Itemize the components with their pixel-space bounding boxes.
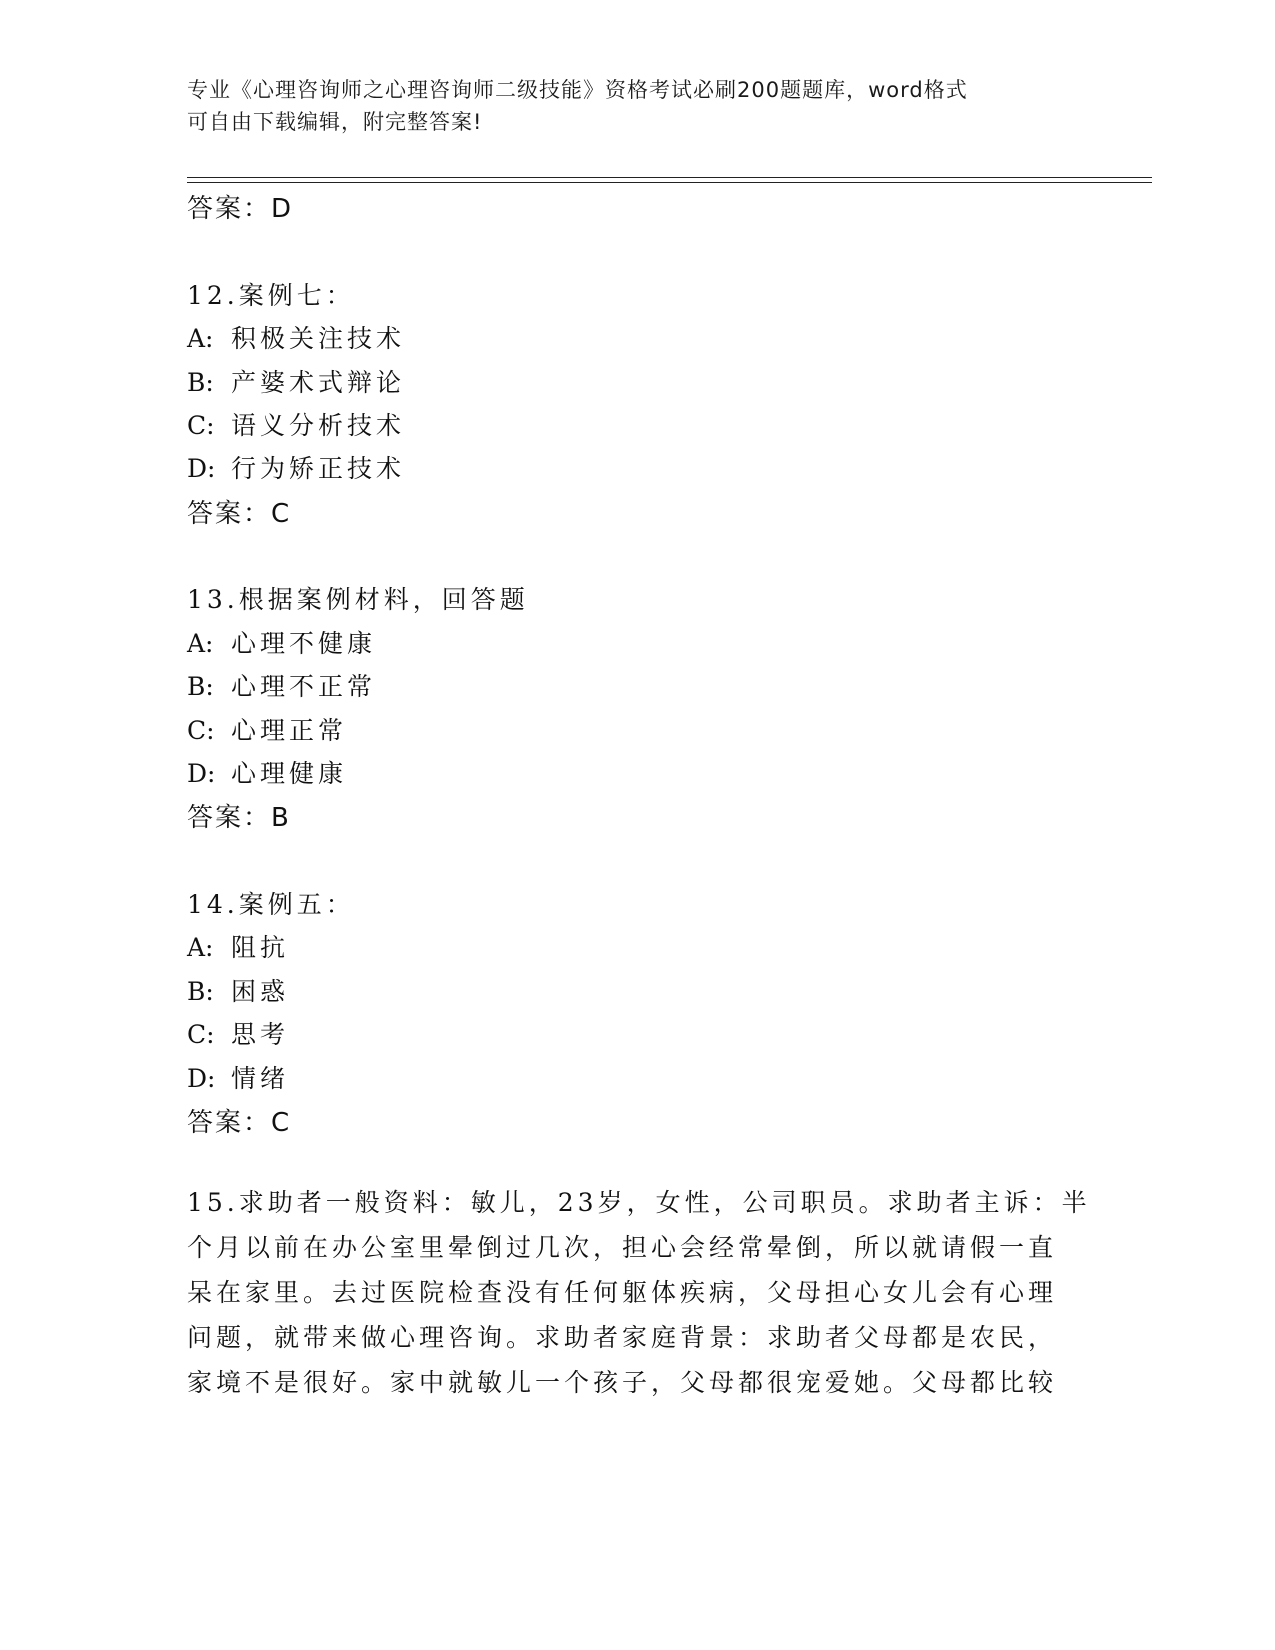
option-text: 语义分析技术 xyxy=(231,411,406,440)
question-12-option-d xyxy=(187,449,405,485)
question-13-stem: 13.根据案例材料，回答题 xyxy=(187,585,529,614)
option-text: 心理健康 xyxy=(231,759,348,788)
option-letter: D: xyxy=(187,759,216,788)
question-14-option-b xyxy=(187,972,289,1008)
question-14-answer: 答案：C xyxy=(187,1108,292,1138)
option-letter: A: xyxy=(187,629,214,658)
question-13-answer: 答案：B xyxy=(187,803,291,833)
question-12-stem: 12.案例七： xyxy=(187,281,355,310)
option-letter: D: xyxy=(187,454,216,483)
question-13-option-b xyxy=(187,667,376,703)
option-letter: B: xyxy=(187,368,214,397)
document-header xyxy=(187,74,1067,138)
paragraph-line: 呆在家里。去过医院检查没有任何躯体疾病，父母担心女儿会有心理 xyxy=(187,1278,1058,1307)
question-12-option-a xyxy=(187,319,405,355)
option-text: 心理不健康 xyxy=(231,629,377,658)
option-text: 阻抗 xyxy=(231,933,290,962)
option-text: 积极关注技术 xyxy=(231,324,406,353)
option-text: 产婆术式辩论 xyxy=(231,368,406,397)
question-12-answer: 答案：C xyxy=(187,499,292,529)
question-14-stem: 14.案例五： xyxy=(187,890,355,919)
question-12-option-c xyxy=(187,406,405,442)
header-divider-thick xyxy=(187,177,1152,178)
option-text: 心理不正常 xyxy=(231,672,377,701)
option-text: 情绪 xyxy=(231,1064,290,1093)
header-divider-thin xyxy=(187,182,1152,183)
option-letter: C: xyxy=(187,411,215,440)
question-14-option-d xyxy=(187,1059,289,1095)
option-letter: B: xyxy=(187,672,214,701)
question-14-option-a xyxy=(187,928,289,964)
paragraph-line: 个月以前在办公室里晕倒过几次，担心会经常晕倒，所以就请假一直 xyxy=(187,1233,1058,1262)
option-letter: C: xyxy=(187,716,215,745)
option-letter: A: xyxy=(187,933,214,962)
question-13-option-a xyxy=(187,624,376,660)
option-text: 心理正常 xyxy=(231,716,348,745)
option-letter: B: xyxy=(187,977,214,1006)
question-13-option-c xyxy=(187,711,347,747)
option-letter: C: xyxy=(187,1020,215,1049)
paragraph-line: 15.求助者一般资料：敏儿，23岁，女性，公司职员。求助者主诉：半 xyxy=(187,1188,1091,1217)
previous-answer: 答案：D xyxy=(187,194,294,224)
header-line-2: 可自由下载编辑，附完整答案! xyxy=(187,110,483,134)
option-text: 困惑 xyxy=(231,977,290,1006)
option-text: 思考 xyxy=(231,1020,290,1049)
paragraph-line: 家境不是很好。家中就敏儿一个孩子，父母都很宠爱她。父母都比较 xyxy=(187,1368,1058,1397)
option-text: 行为矫正技术 xyxy=(231,454,406,483)
option-letter: D: xyxy=(187,1064,216,1093)
question-14-option-c xyxy=(187,1015,289,1051)
paragraph-line: 问题，就带来做心理咨询。求助者家庭背景：求助者父母都是农民， xyxy=(187,1323,1058,1352)
option-letter: A: xyxy=(187,324,214,353)
header-line-1: 专业《心理咨询师之心理咨询师二级技能》资格考试必刷200题题库，word格式 xyxy=(187,78,968,102)
question-13-option-d xyxy=(187,754,347,790)
question-12-option-b xyxy=(187,363,405,399)
question-15-paragraph xyxy=(187,1180,1091,1405)
